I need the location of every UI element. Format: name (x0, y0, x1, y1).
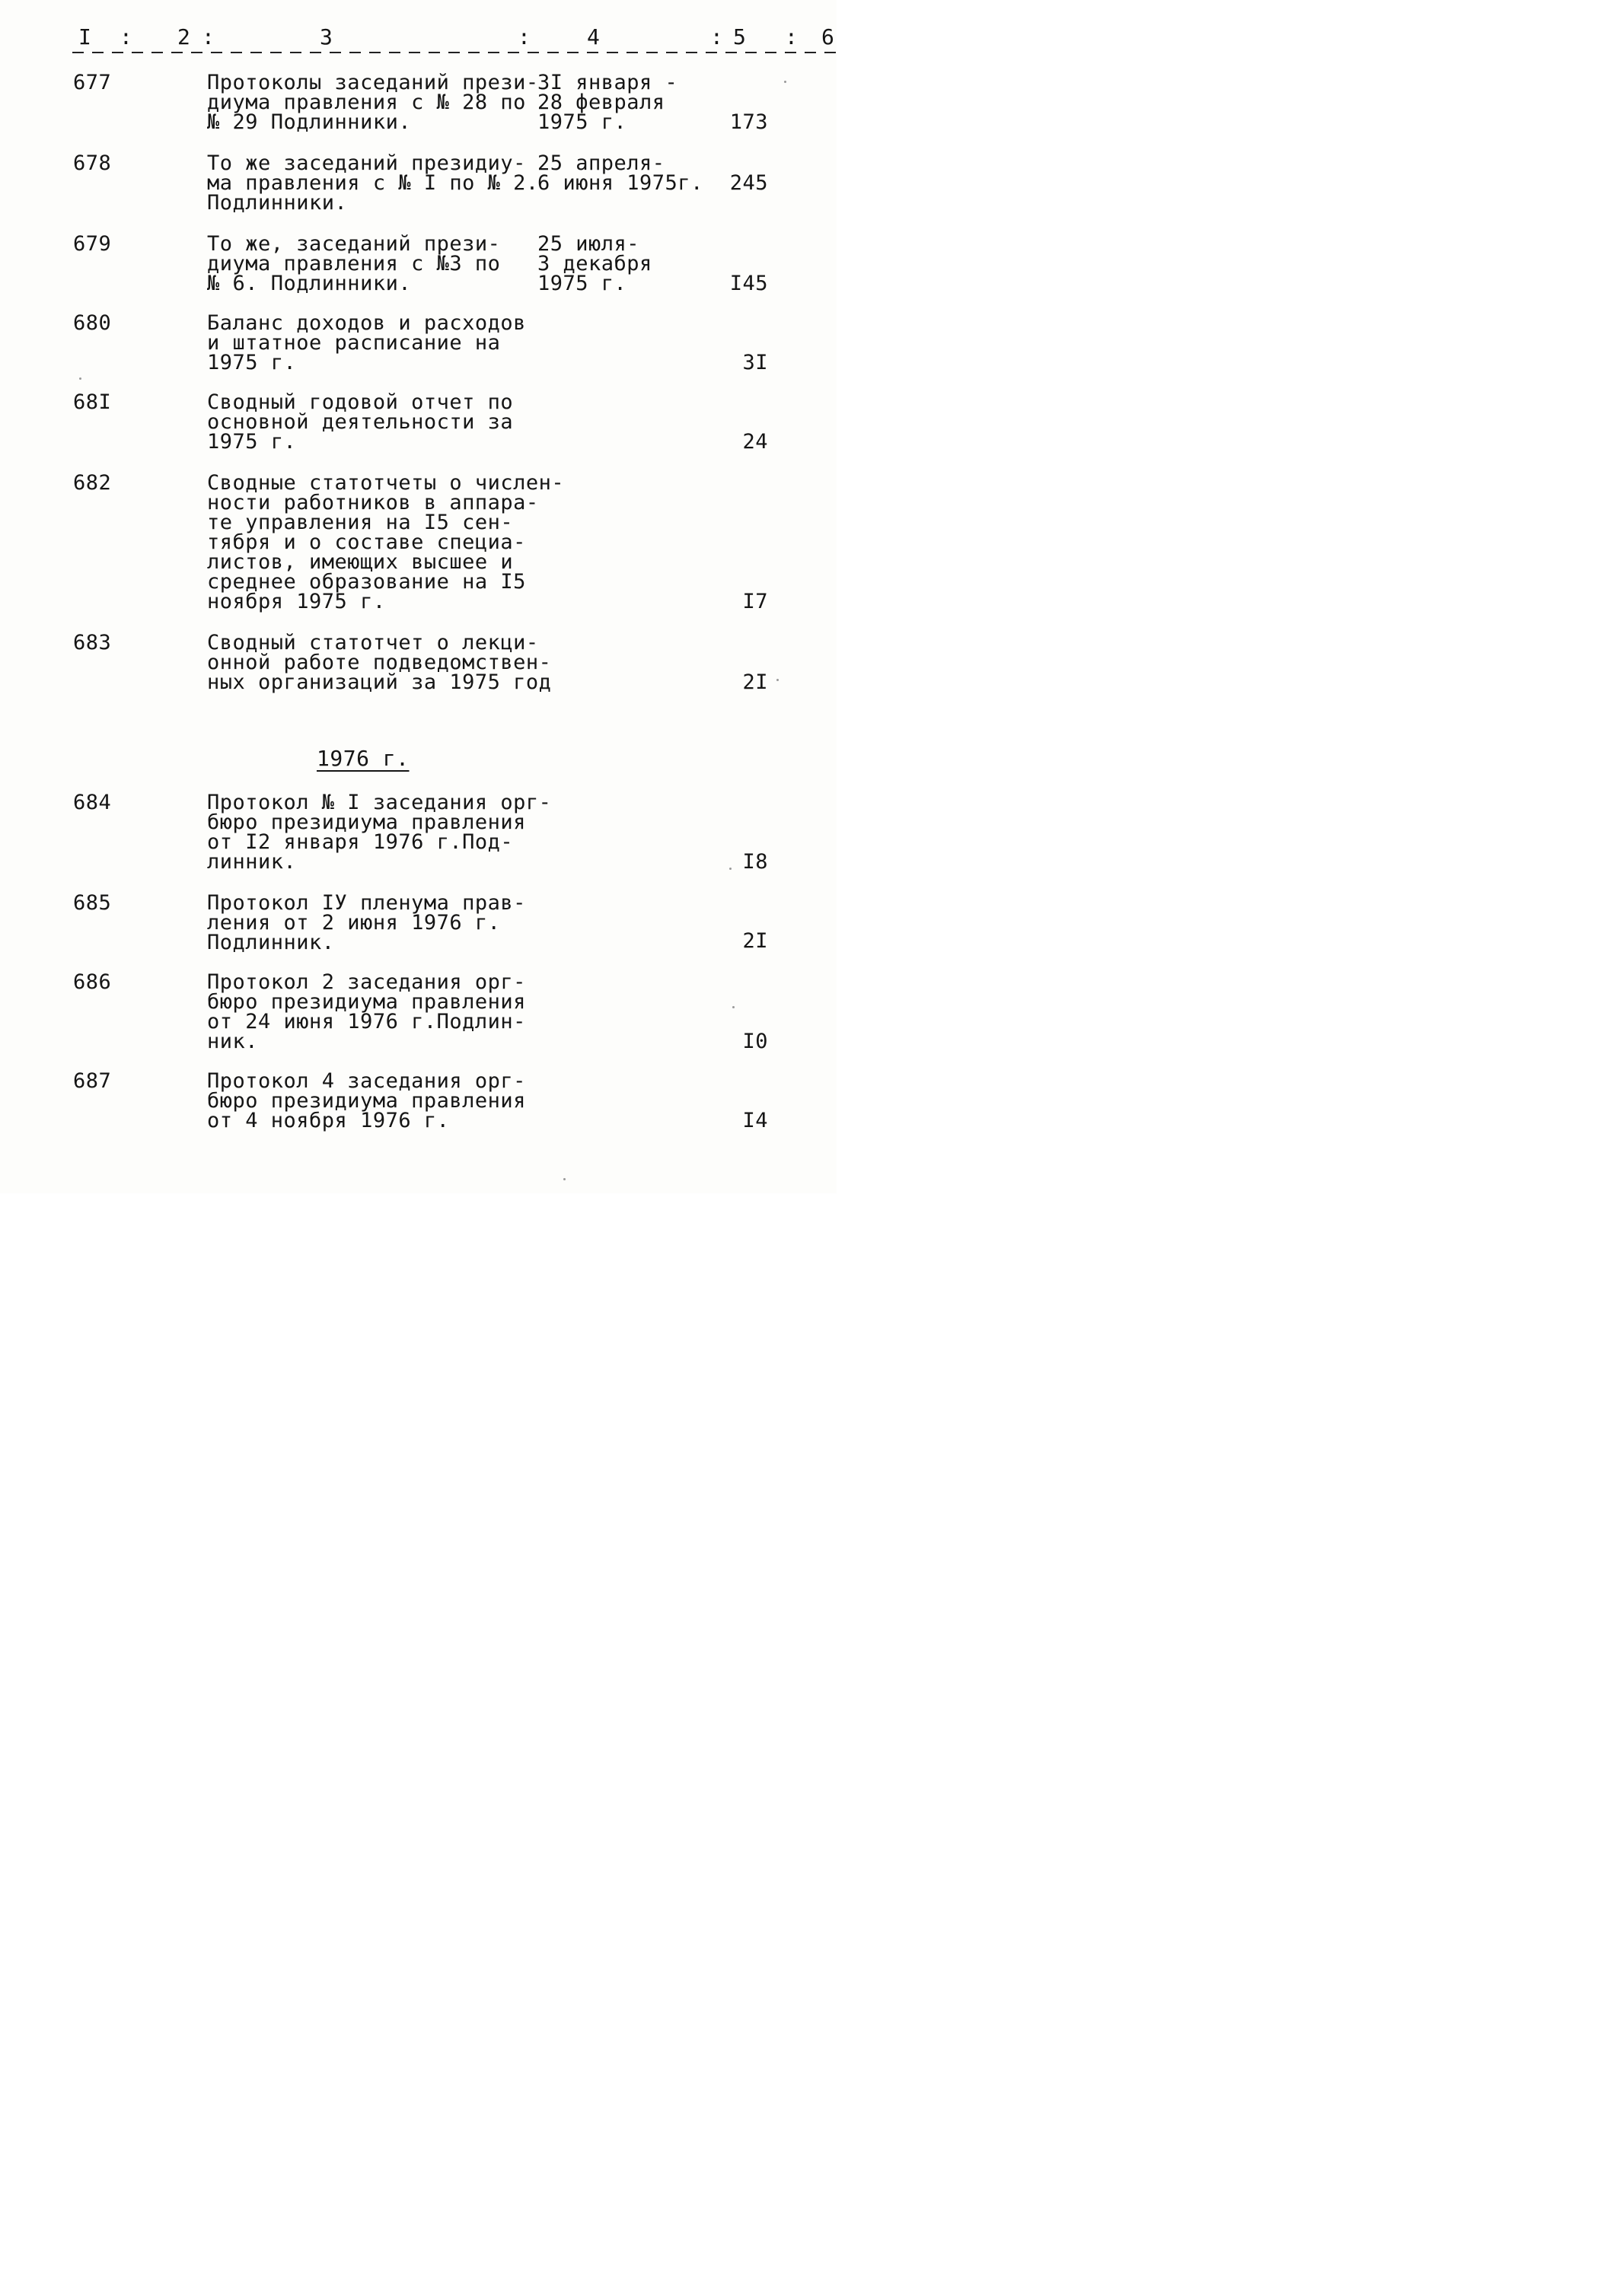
entry-title: Протокол 2 заседания орг- бюро президиума правления от 24 июня 1976 г.Подлин- ник. (207, 970, 526, 1053)
entry-title: Протоколы заседаний прези- диума правления с № 28 по № 29 Подлинники. (207, 71, 539, 134)
column-separator: : (518, 24, 531, 49)
entry-number: 677 (73, 71, 112, 94)
entry-sheet-count: 2I (742, 929, 768, 953)
scan-speck (784, 81, 786, 83)
scan-speck (563, 1178, 566, 1180)
entry-sheet-count: I0 (742, 1030, 768, 1053)
entry-title: Сводные статотчеты о числен- ности работников в аппара- те управления на I5 сен- тября и о составе специа- листов, имеющих высшее и среднее образование на I5 ноября 1975 г. (207, 471, 565, 613)
column-number-3: 3 (320, 24, 333, 49)
scan-speck (732, 1006, 735, 1008)
entry-sheet-count: 245 (729, 171, 768, 195)
entry-number: 682 (73, 471, 112, 495)
entry-number: 685 (73, 891, 112, 915)
column-number-5: 5 (733, 24, 747, 49)
entry-sheet-count: 2I (742, 670, 768, 694)
entry-title: То же, заседаний прези- диума правления с №3 по № 6. Подлинники. (207, 232, 501, 295)
entry-title: То же заседаний президиу- ма правления с № I по № 2. Подлинники. (207, 151, 539, 215)
column-number-4: 4 (587, 24, 601, 49)
scan-speck (729, 868, 732, 870)
entry-number: 678 (73, 151, 112, 175)
column-separator: : (120, 24, 133, 49)
entry-number: 687 (73, 1069, 112, 1093)
entry-title: Баланс доходов и расходов и штатное расписание на 1975 г. (207, 311, 526, 374)
column-separator: : (710, 24, 724, 49)
column-number-header (72, 24, 841, 58)
entry-sheet-count: 24 (742, 430, 768, 454)
entry-number: 683 (73, 631, 112, 654)
column-separator: : (785, 24, 799, 49)
entry-dates: 3I января - 28 февраля 1975 г. (537, 71, 678, 134)
entry-number: 680 (73, 311, 112, 335)
entry-number: 68I (73, 390, 112, 414)
column-separator: : (202, 24, 215, 49)
column-number-6: 6 (821, 24, 835, 49)
entry-title: Протокол № I заседания орг- бюро президиума правления от I2 января 1976 г.Под- линник. (207, 791, 552, 874)
entry-sheet-count: 3I (742, 351, 768, 374)
column-number-2: 2 (177, 24, 191, 49)
header-dashed-line (72, 52, 837, 53)
entry-number: 679 (73, 232, 112, 256)
entry-title: Сводный годовой отчет по основной деятельности за 1975 г. (207, 390, 514, 454)
entry-sheet-count: I4 (742, 1109, 768, 1132)
column-number-1: I (78, 24, 92, 49)
entry-number: 684 (73, 791, 112, 814)
entry-sheet-count: I7 (742, 590, 768, 613)
scan-speck (79, 377, 81, 380)
entry-dates: 25 апреля- 6 июня 1975г. (537, 151, 703, 195)
archive-inventory-page (0, 0, 837, 1193)
entry-title: Протокол IУ пленума прав- ления от 2 июня 1976 г. Подлинник. (207, 891, 526, 954)
year-section-heading: 1976 г. (317, 746, 410, 771)
entry-sheet-count: I45 (729, 272, 768, 295)
entry-number: 686 (73, 970, 112, 994)
entry-dates: 25 июля- 3 декабря 1975 г. (537, 232, 652, 295)
entry-sheet-count: 173 (729, 110, 768, 134)
entry-title: Сводный статотчет о лекци- онной работе подведомствен- ных организаций за 1975 год (207, 631, 552, 694)
entry-sheet-count: I8 (742, 850, 768, 874)
entry-title: Протокол 4 заседания орг- бюро президиума правления от 4 ноября 1976 г. (207, 1069, 526, 1132)
scan-speck (776, 679, 779, 681)
